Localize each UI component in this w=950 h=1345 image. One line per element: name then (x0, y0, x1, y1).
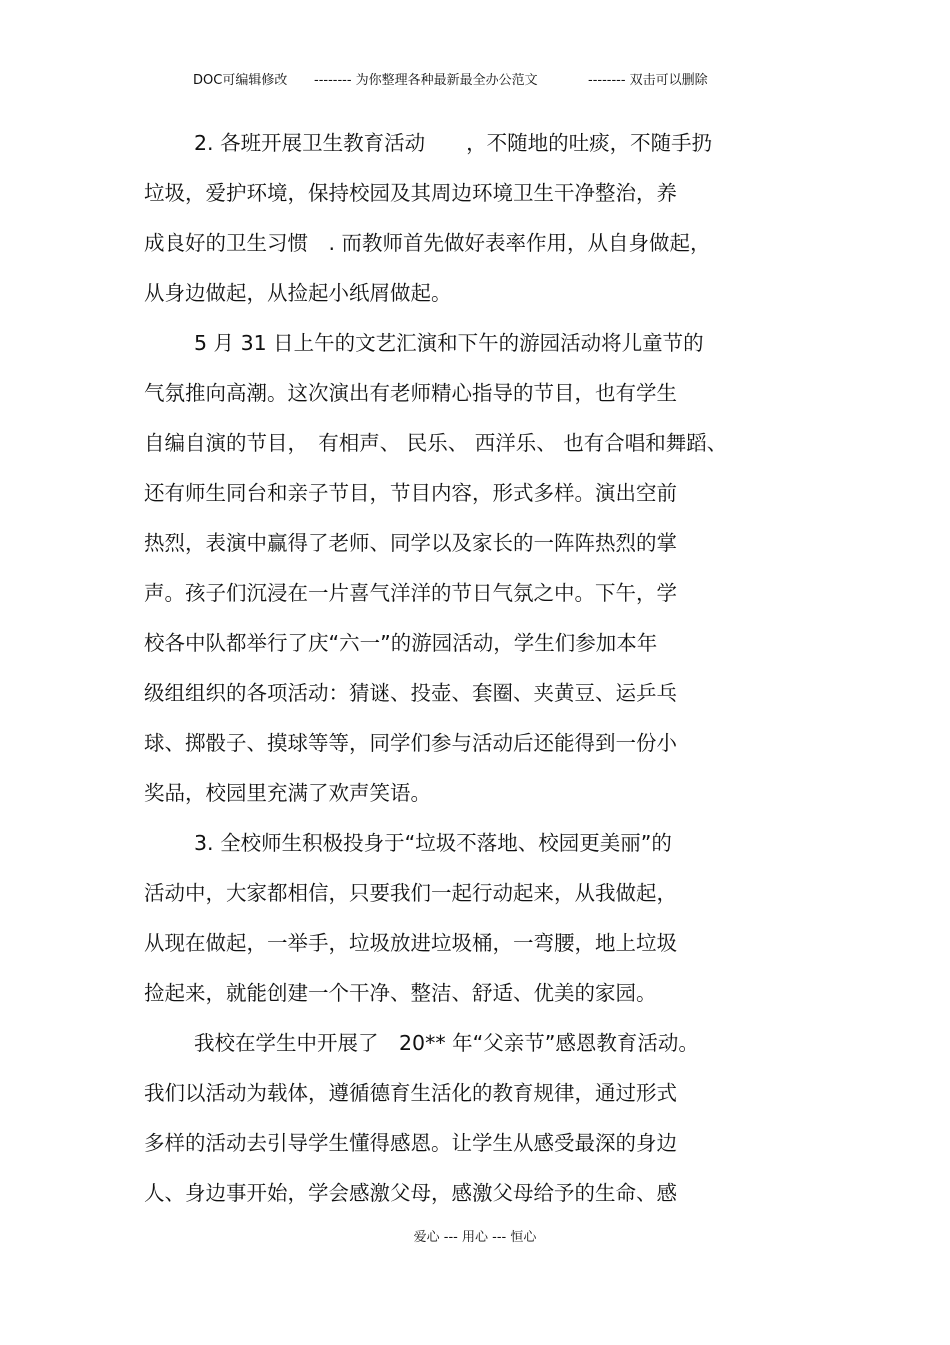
text-line: 热烈，表演中赢得了老师、同学以及家长的一阵阵热烈的掌 (144, 531, 677, 555)
text-line: 2. 各班开展卫生教育活动 ，不随地的吐痰，不随手扔 (194, 131, 713, 155)
header-right-text: -------- 双击可以删除 (588, 73, 708, 88)
text-line: 级组组织的各项活动：猜谜、投壶、套圈、夹黄豆、运乒乓 (144, 681, 677, 705)
text-line: 3. 全校师生积极投身于“垃圾不落地、校园更美丽”的 (194, 831, 672, 855)
text-line: 自编自演的节目， 有相声、 民乐、 西洋乐、 也有合唱和舞蹈、 (144, 431, 728, 455)
text-line: 我们以活动为载体，遵循德育生活化的教育规律，通过形式 (144, 1081, 677, 1105)
header-middle-text: -------- 为你整理各种最新最全办公范文 (314, 73, 538, 88)
text-line: 气氛推向高潮。这次演出有老师精心指导的节目，也有学生 (144, 381, 677, 405)
text-line: 捡起来，就能创建一个干净、整洁、舒适、优美的家园。 (144, 981, 657, 1005)
page-footer: 爱心 --- 用心 --- 恒心 (413, 1230, 537, 1245)
document-body (144, 125, 864, 1225)
text-line: 5 月 31 日上午的文艺汇演和下午的游园活动将儿童节的 (194, 331, 704, 355)
text-line: 从身边做起，从捡起小纸屑做起。 (144, 281, 452, 305)
text-line: 球、掷骰子、摸球等等，同学们参与活动后还能得到一份小 (144, 731, 677, 755)
text-line: 多样的活动去引导学生懂得感恩。让学生从感受最深的身边 (144, 1131, 677, 1155)
text-line: 奖品，校园里充满了欢声笑语。 (144, 781, 431, 805)
text-line: 声。孩子们沉浸在一片喜气洋洋的节日气氛之中。下午，学 (144, 581, 677, 605)
text-line: 校各中队都举行了庆“六一”的游园活动，学生们参加本年 (144, 631, 658, 655)
header-doc-label: DOC可编辑修改 (193, 73, 288, 88)
text-line: 垃圾，爱护环境，保持校园及其周边环境卫生干净整治，养 (144, 181, 677, 205)
text-line: 活动中，大家都相信，只要我们一起行动起来，从我做起， (144, 881, 677, 905)
text-line: 成良好的卫生习惯 . 而教师首先做好表率作用，从自身做起， (144, 231, 711, 255)
page-header (0, 71, 950, 91)
text-line: 还有师生同台和亲子节目，节目内容，形式多样。演出空前 (144, 481, 677, 505)
text-line: 人、身边事开始，学会感激父母，感激父母给予的生命、感 (144, 1181, 677, 1205)
text-line: 我校在学生中开展了 20** 年“父亲节”感恩教育活动。 (194, 1031, 699, 1055)
text-line: 从现在做起，一举手，垃圾放进垃圾桶，一弯腰，地上垃圾 (144, 931, 677, 955)
